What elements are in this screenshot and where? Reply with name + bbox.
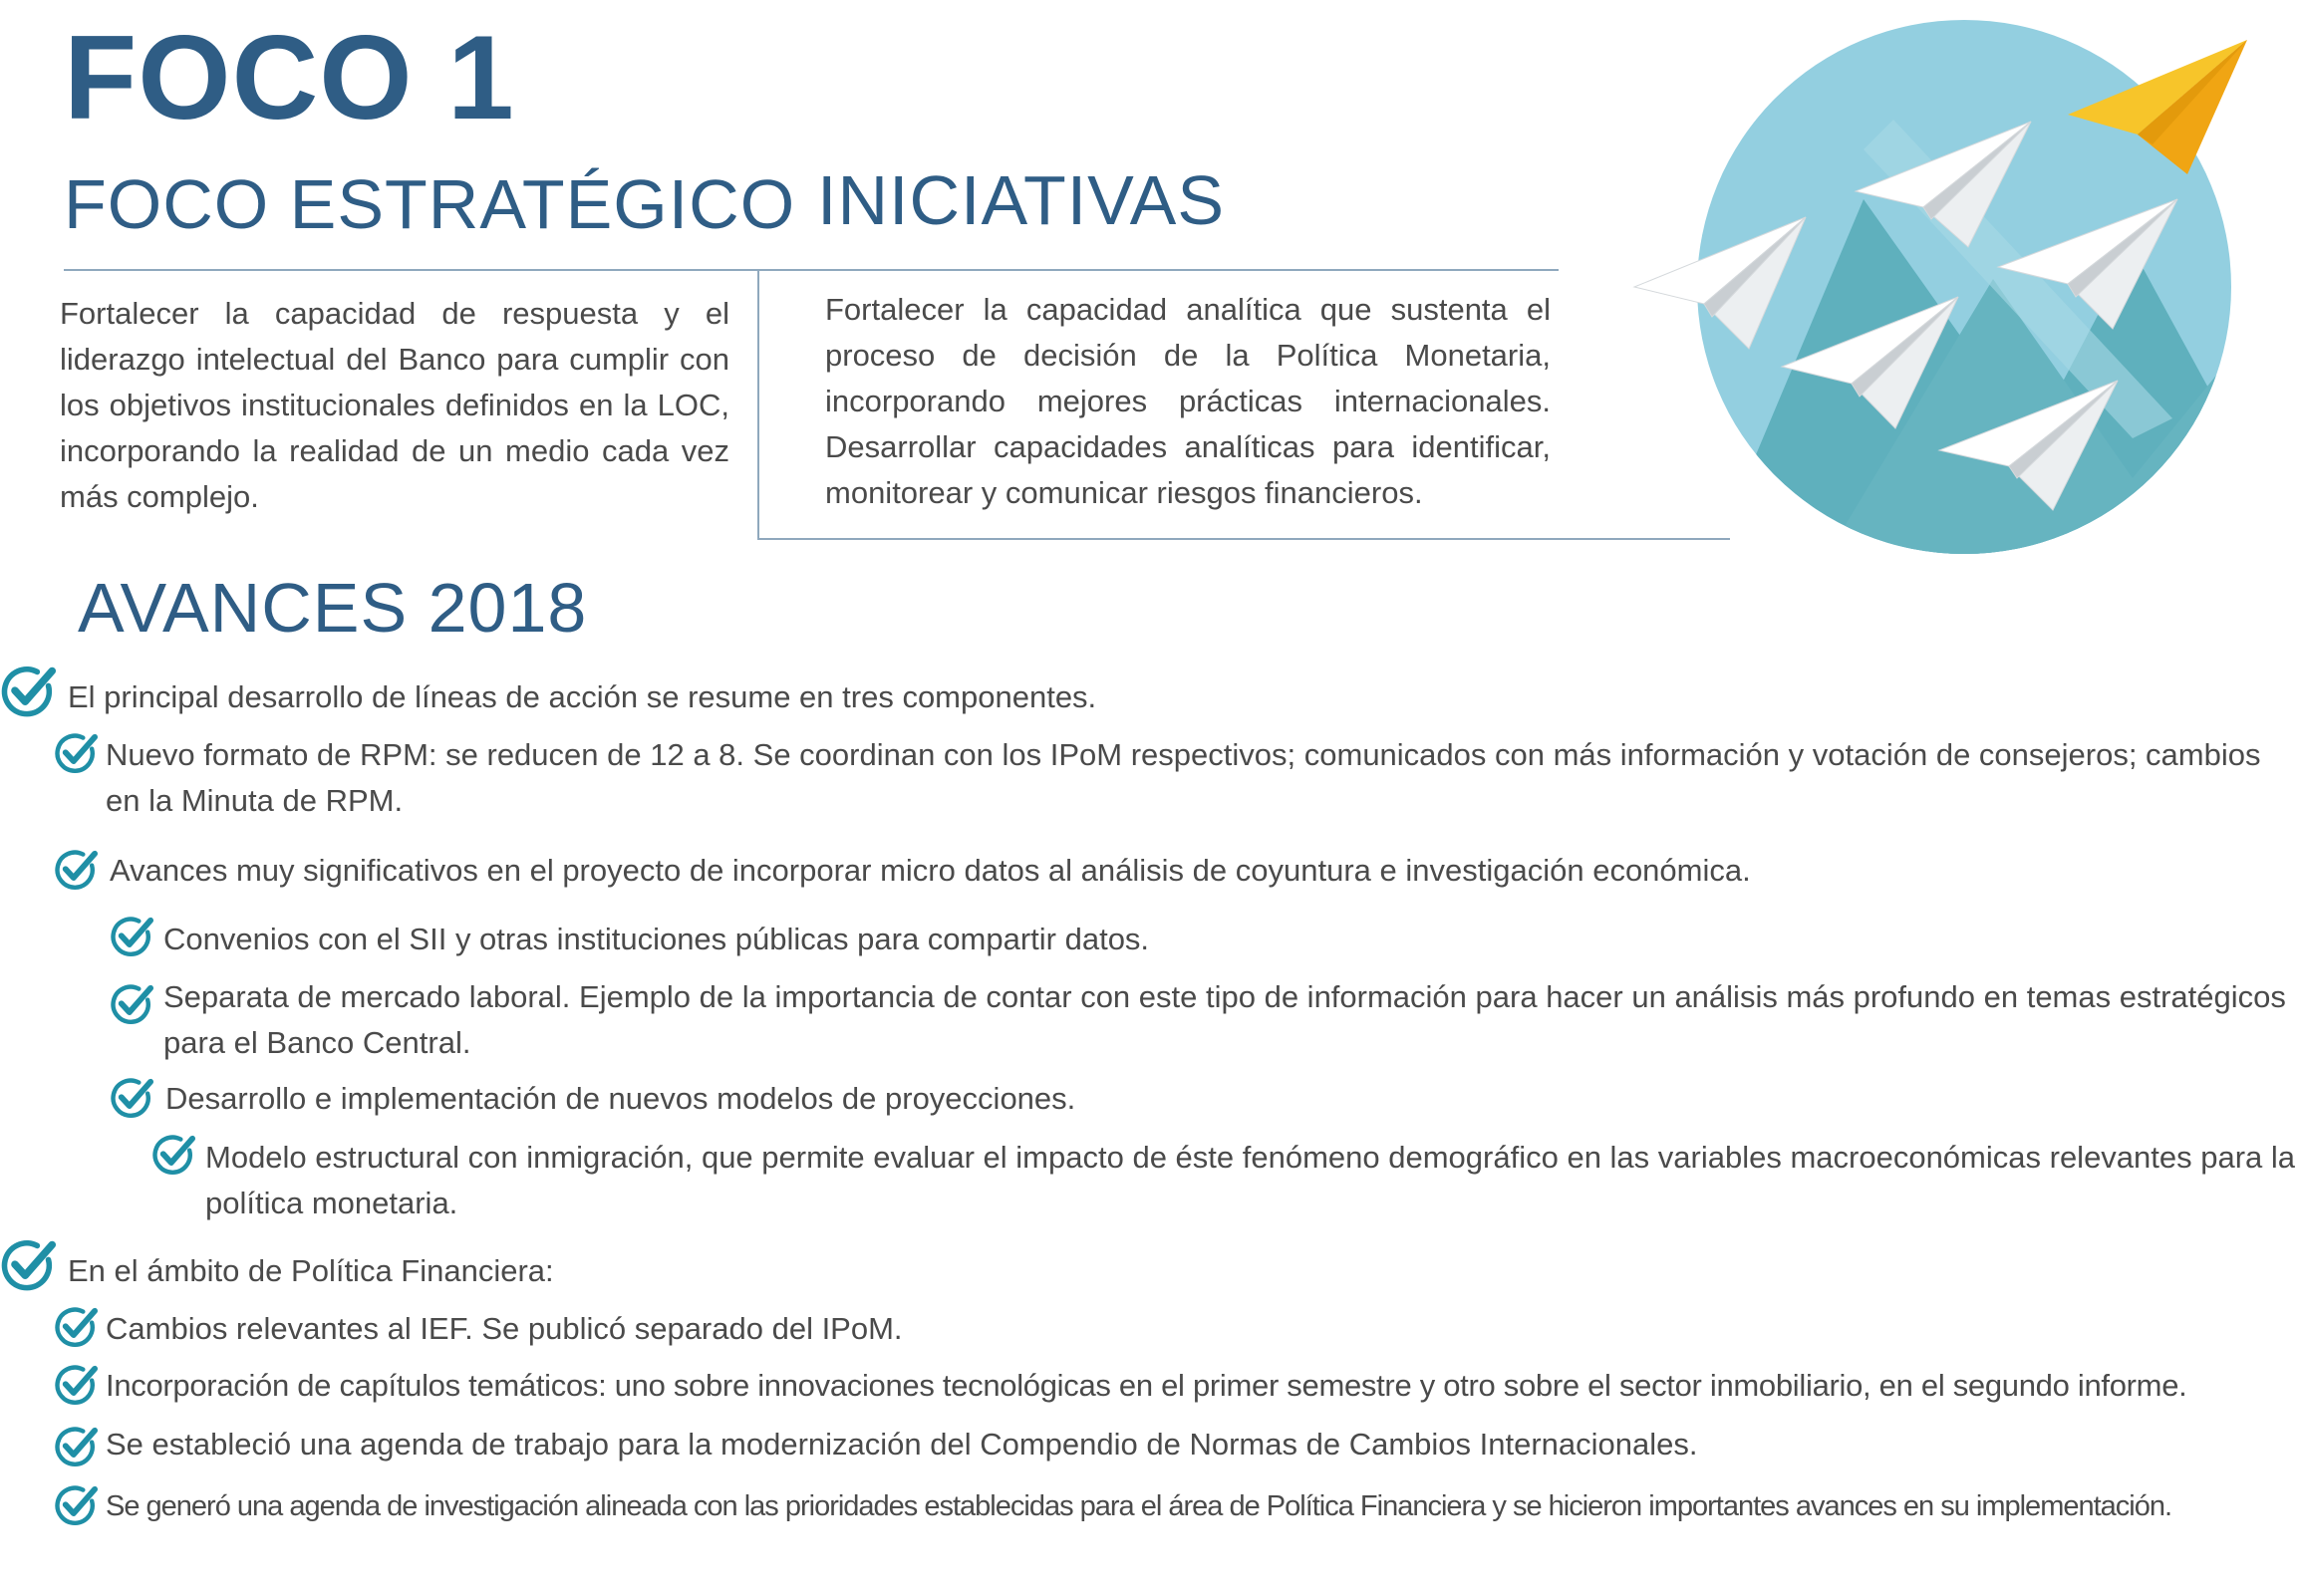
- avances-heading: AVANCES 2018: [78, 569, 588, 647]
- focus-heading: FOCO ESTRATÉGICO: [64, 165, 796, 243]
- header-divider: [64, 269, 1559, 271]
- check-circle-icon: [54, 1363, 98, 1407]
- page-title: FOCO 1: [64, 11, 515, 144]
- check-circle-icon: [54, 1305, 98, 1349]
- check-circle-icon: [54, 1483, 98, 1527]
- check-circle-icon: [0, 1237, 56, 1293]
- list-item-text: El principal desarrollo de líneas de acción se resume en tres componentes.: [68, 679, 1097, 714]
- check-circle-icon: [110, 1076, 153, 1120]
- list-item-text: Convenios con el SII y otras instituciones públicas para compartir datos.: [163, 922, 1150, 956]
- check-circle-icon: [54, 731, 98, 775]
- list-item-text: Se generó una agenda de investigación alineada con las prioridades establecidas para el área de Política Financiera y se hicieron importantes avances en su implementación.: [106, 1490, 2172, 1522]
- list-item: [110, 848, 2298, 894]
- paper-planes-illustration: [1614, 20, 2262, 578]
- list-item-text: Separata de mercado laboral. Ejemplo de la importancia de contar con este tipo de información para hacer un análisis más profundo en temas estratégicos para el Banco Central.: [163, 979, 2286, 1060]
- list-item-text: Se estableció una agenda de trabajo para la modernización del Compendio de Normas de Cambios Internacionales.: [106, 1427, 1698, 1462]
- list-item-text: Nuevo formato de RPM: se reducen de 12 a 8. Se coordinan con los IPoM respectivos; comunicados con más información y votación de consejeros; cambios en la Minuta de RPM.: [106, 737, 2261, 818]
- check-circle-icon: [0, 664, 56, 719]
- list-item: [106, 1422, 2298, 1467]
- check-circle-icon: [54, 1425, 98, 1468]
- check-circle-icon: [151, 1133, 195, 1177]
- list-item-text: Desarrollo e implementación de nuevos modelos de proyecciones.: [165, 1081, 1076, 1116]
- list-item-text: Avances muy significativos en el proyecto de incorporar micro datos al análisis de coyuntura e investigación económica.: [110, 853, 1751, 888]
- list-item: [205, 1135, 2296, 1226]
- list-item: [68, 1248, 2292, 1294]
- initiatives-description: Fortalecer la capacidad analítica que sustenta el proceso de decisión de la Política Monetaria, incorporando mejores prácticas internacionales. Desarrollar capacidades analíticas para identificar, monitorear y comunicar riesgos financieros.: [825, 292, 1551, 510]
- list-item: [106, 1483, 2300, 1529]
- list-item: [163, 917, 2296, 962]
- list-item-text: Modelo estructural con inmigración, que permite evaluar el impacto de éste fenómeno demográfico en las variables macroeconómicas relevantes para la política monetaria.: [205, 1140, 2296, 1220]
- list-item: [106, 732, 2298, 824]
- list-item: [106, 1363, 2298, 1409]
- list-item-text: Cambios relevantes al IEF. Se publicó separado del IPoM.: [106, 1311, 903, 1346]
- list-item: [106, 1306, 2298, 1352]
- list-item-text: Incorporación de capítulos temáticos: uno sobre innovaciones tecnológicas en el primer semestre y otro sobre el sector inmobiliario, en el segundo informe.: [106, 1368, 2187, 1403]
- column-divider: [757, 271, 759, 538]
- initiatives-heading: INICIATIVAS: [817, 161, 1226, 239]
- check-circle-icon: [110, 982, 153, 1026]
- list-item: [68, 674, 2292, 720]
- focus-description: Fortalecer la capacidad de respuesta y el liderazgo intelectual del Banco para cumplir con los objetivos institucionales definidos en la LOC, incorporando la realidad de un medio cada vez más complejo.: [60, 296, 729, 514]
- bottom-divider: [757, 538, 1730, 540]
- list-item-text: En el ámbito de Política Financiera:: [68, 1253, 554, 1288]
- check-circle-icon: [54, 848, 98, 892]
- list-item: [165, 1076, 2296, 1122]
- list-item: [163, 974, 2296, 1066]
- check-circle-icon: [110, 915, 153, 958]
